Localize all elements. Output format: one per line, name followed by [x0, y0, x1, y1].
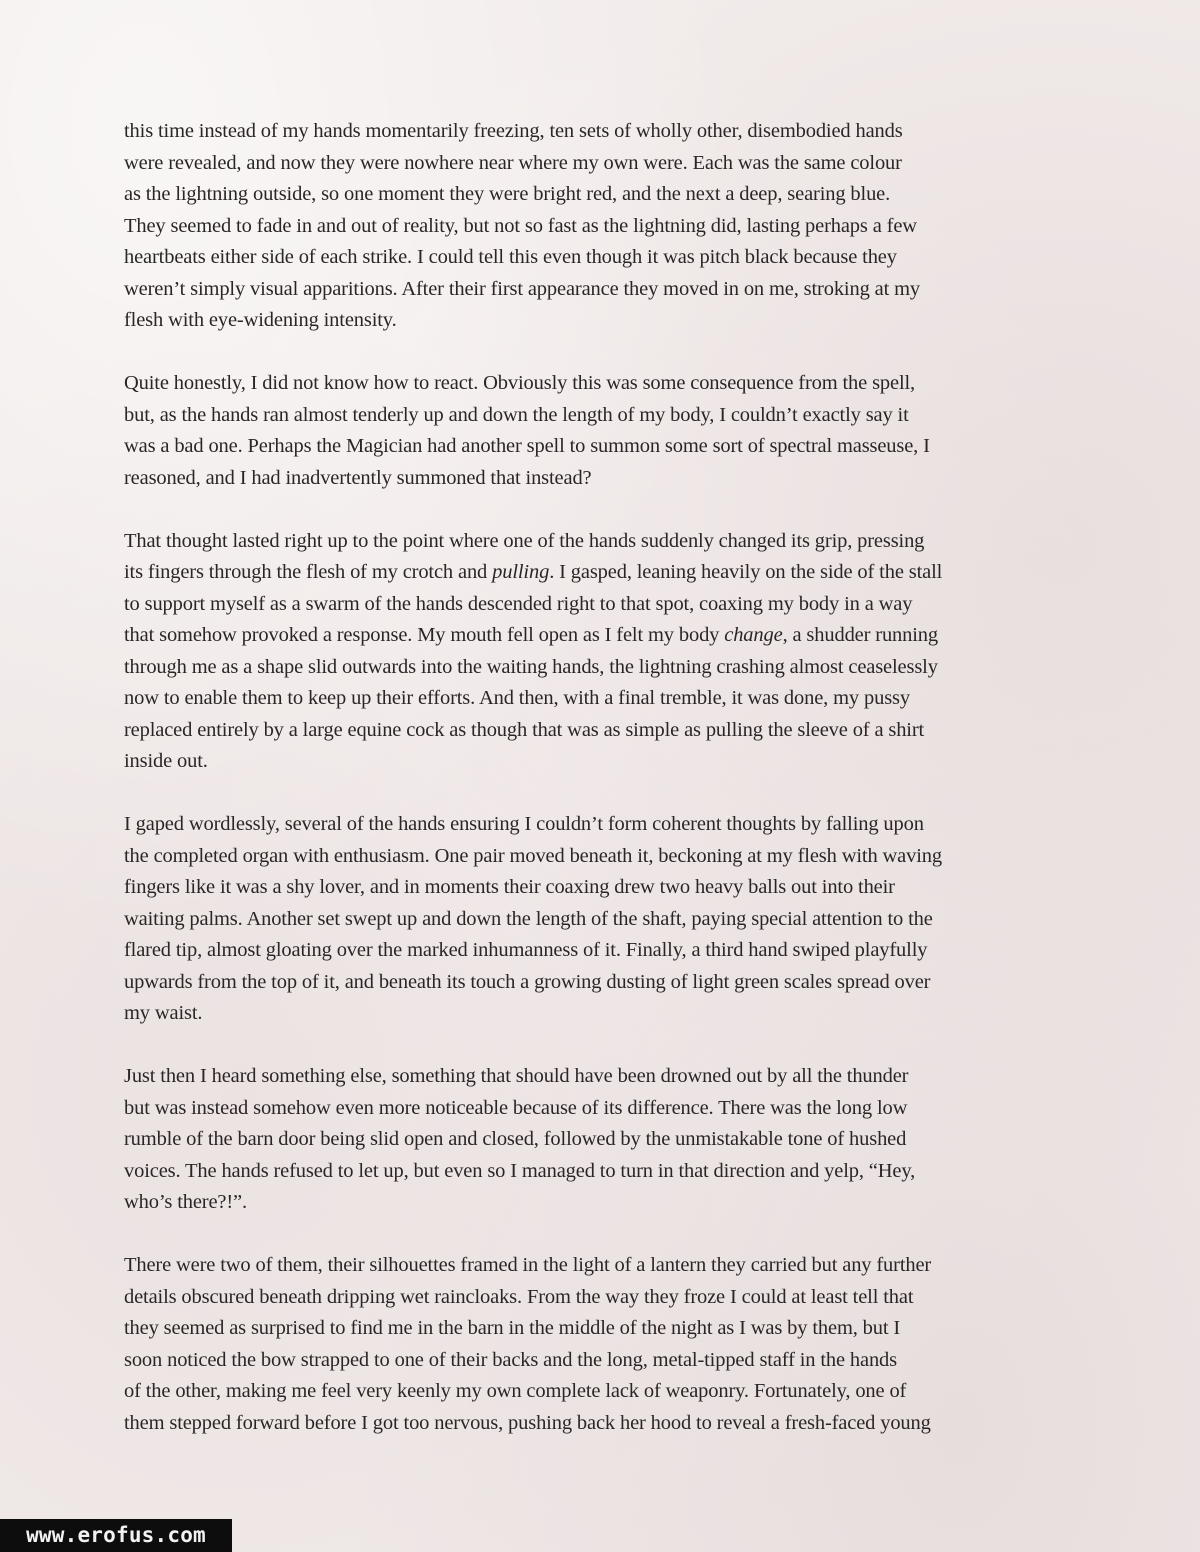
watermark-url[interactable]: www.erofus.com [0, 1519, 232, 1552]
text-line: my waist. [124, 1002, 203, 1024]
text-line: inside out. [124, 750, 208, 772]
text-line: Quite honestly, I did not know how to react. Obviously this was some consequence from the spell, [124, 372, 916, 394]
paragraph-3 [124, 526, 1084, 778]
text-line: now to enable them to keep up their efforts. And then, with a final tremble, it was done, my pussy [124, 687, 910, 709]
text-line: reasoned, and I had inadvertently summoned that instead? [124, 466, 592, 489]
text-segment: , a shudder running [782, 624, 938, 646]
text-segment: its fingers through the flesh of my crotch and [124, 561, 493, 583]
text-line: rumble of the barn door being slid open and closed, followed by the unmistakable tone of hushed [124, 1128, 907, 1150]
text-line: through me as a shape slid outwards into the waiting hands, the lightning crashing almost ceaselessly [124, 655, 938, 678]
text-line: I gaped wordlessly, several of the hands ensuring I couldn’t form coherent thoughts by falling upon [124, 813, 924, 835]
paragraph-4 [124, 809, 1084, 1030]
text-line [124, 557, 1084, 589]
text-line: to support myself as a swarm of the hands descended right to that spot, coaxing my body in a way [124, 592, 913, 615]
italic-word: pulling [492, 561, 550, 583]
paragraph-1 [124, 116, 1084, 337]
text-line: They seemed to fade in and out of reality, but not so fast as the lightning did, lasting perhaps a few [124, 214, 917, 237]
text-segment: . I gasped, leaning heavily on the side of the stall [549, 561, 943, 583]
text-line: this time instead of my hands momentarily freezing, ten sets of wholly other, disembodied hands [124, 120, 903, 142]
text-line: were revealed, and now they were nowhere near where my own were. Each was the same colour [124, 151, 902, 174]
text-line: waiting palms. Another set swept up and down the length of the shaft, paying special attention to the [124, 907, 933, 930]
text-line: who’s there?!”. [124, 1191, 247, 1213]
text-line: details obscured beneath dripping wet raincloaks. From the way they froze I could at least tell that [124, 1285, 914, 1308]
text-line: they seemed as surprised to find me in the barn in the middle of the night as I was by them, but I [124, 1317, 901, 1339]
text-line: weren’t simply visual apparitions. After their first appearance they moved in on me, stroking at my [124, 277, 921, 300]
text-line: fingers like it was a shy lover, and in moments their coaxing drew two heavy balls out into their [124, 876, 895, 898]
text-line: Just then I heard something else, something that should have been drowned out by all the thunder [124, 1065, 909, 1087]
paragraph-2 [124, 368, 1084, 494]
paragraph-5 [124, 1061, 1084, 1219]
text-line: flesh with eye-widening intensity. [124, 309, 397, 331]
paragraph-6 [124, 1250, 1084, 1439]
text-line: heartbeats either side of each strike. I could tell this even though it was pitch black because they [124, 246, 897, 268]
text-line: but, as the hands ran almost tenderly up and down the length of my body, I couldn’t exactly say it [124, 403, 909, 426]
text-line: voices. The hands refused to let up, but even so I managed to turn in that direction and yelp, “Hey, [124, 1159, 916, 1182]
italic-word: change [724, 624, 783, 646]
text-line: That thought lasted right up to the point where one of the hands suddenly changed its grip, pressing [124, 529, 925, 552]
text-line: flared tip, almost gloating over the marked inhumanness of it. Finally, a third hand swiped playfully [124, 939, 928, 961]
page-body [124, 116, 1084, 1471]
text-line: There were two of them, their silhouettes framed in the light of a lantern they carried but any further [124, 1254, 932, 1276]
text-line: the completed organ with enthusiasm. One pair moved beneath it, beckoning at my flesh with waving [124, 844, 942, 867]
text-line: upwards from the top of it, and beneath its touch a growing dusting of light green scales spread over [124, 970, 931, 993]
text-line: as the lightning outside, so one moment they were bright red, and the next a deep, searing blue. [124, 183, 891, 205]
text-line: but was instead somehow even more noticeable because of its difference. There was the long low [124, 1096, 908, 1119]
text-line: soon noticed the bow strapped to one of their backs and the long, metal-tipped staff in the hands [124, 1348, 897, 1371]
text-line: them stepped forward before I got too nervous, pushing back her hood to reveal a fresh-faced young [124, 1411, 931, 1434]
text-segment: that somehow provoked a response. My mouth fell open as I felt my body [124, 624, 725, 646]
text-line [124, 620, 1084, 652]
text-line: of the other, making me feel very keenly my own complete lack of weaponry. Fortunately, one of [124, 1380, 907, 1402]
text-line: was a bad one. Perhaps the Magician had another spell to summon some sort of spectral masseuse, I [124, 435, 930, 457]
text-line: replaced entirely by a large equine cock as though that was as simple as pulling the sleeve of a shirt [124, 718, 925, 741]
